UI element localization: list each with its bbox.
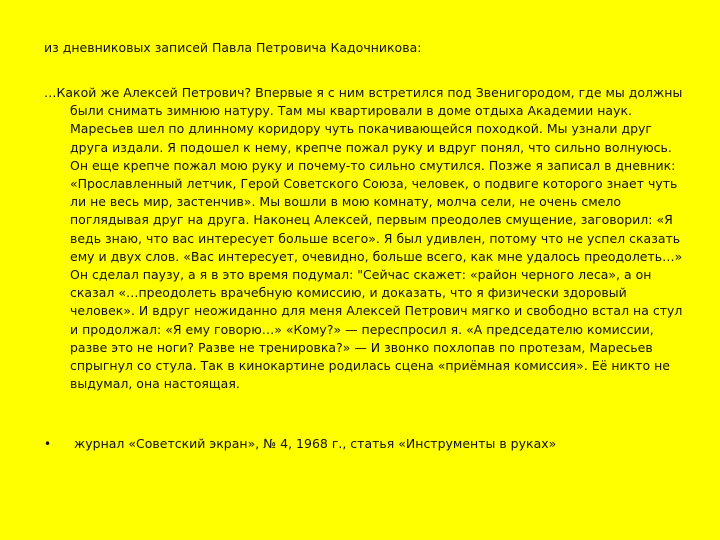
diary-heading: из дневниковых записей Павла Петровича Кадочникова:	[44, 40, 422, 55]
diary-quote: …Какой же Алексей Петрович? Впервые я с ним встретился под Звенигородом, где мы должны были снимать зимнюю натуру. Там мы квартировали в доме отдыха Академии наук. Маресьев шел по длинному коридору чуть покачивающейся походкой. Мы узнали друг друга издали. Я подошел к нему, крепче пожал руку и вдруг понял, что сильно волнуюсь. Он еще крепче пожал мою руку и почему-то сильно смутился. Позже я записал в дневник: «Прославленный летчик, Герой Советского Союза, человек, о подвиге которого знает чуть ли не весь мир, застенчив». Мы вошли в мою комнату, молча сели, не очень смело поглядывая друг на друга. Наконец Алексей, первым преодолев смущение, заговорил: «Я ведь знаю, что вас интересует больше всего». Я был удивлен, потому что не успел сказать ему и двух слов. «Вас интересует, очевидно, больше всего, как мне удалось преодолеть…» Он сделал паузу, а я в это время подумал: "Сейчас скажет: «район черного леса», а он сказал «…преодолеть врачебную комиссию, и доказать, что я физически здоровый человек». И вдруг неожиданно для меня Алексей Петрович мягко и свободно встал на стул и продолжал: «Я ему говорю…» «Кому?» — переспросил я. «А председателю комиссии, разве это не ноги? Разве не тренировка?» — И звонко похлопав по протезам, Маресьев спрыгнул со стула. Так в кинокартине родилась сцена «приёмная комиссия». Её никто не выдумал, она настоящая.	[44, 85, 683, 392]
source-list-item	[44, 436, 684, 452]
source-citation: журнал «Советский экран», № 4, 1968 г., статья «Инструменты в руках»	[74, 436, 557, 451]
bullet-icon: •	[44, 437, 52, 451]
